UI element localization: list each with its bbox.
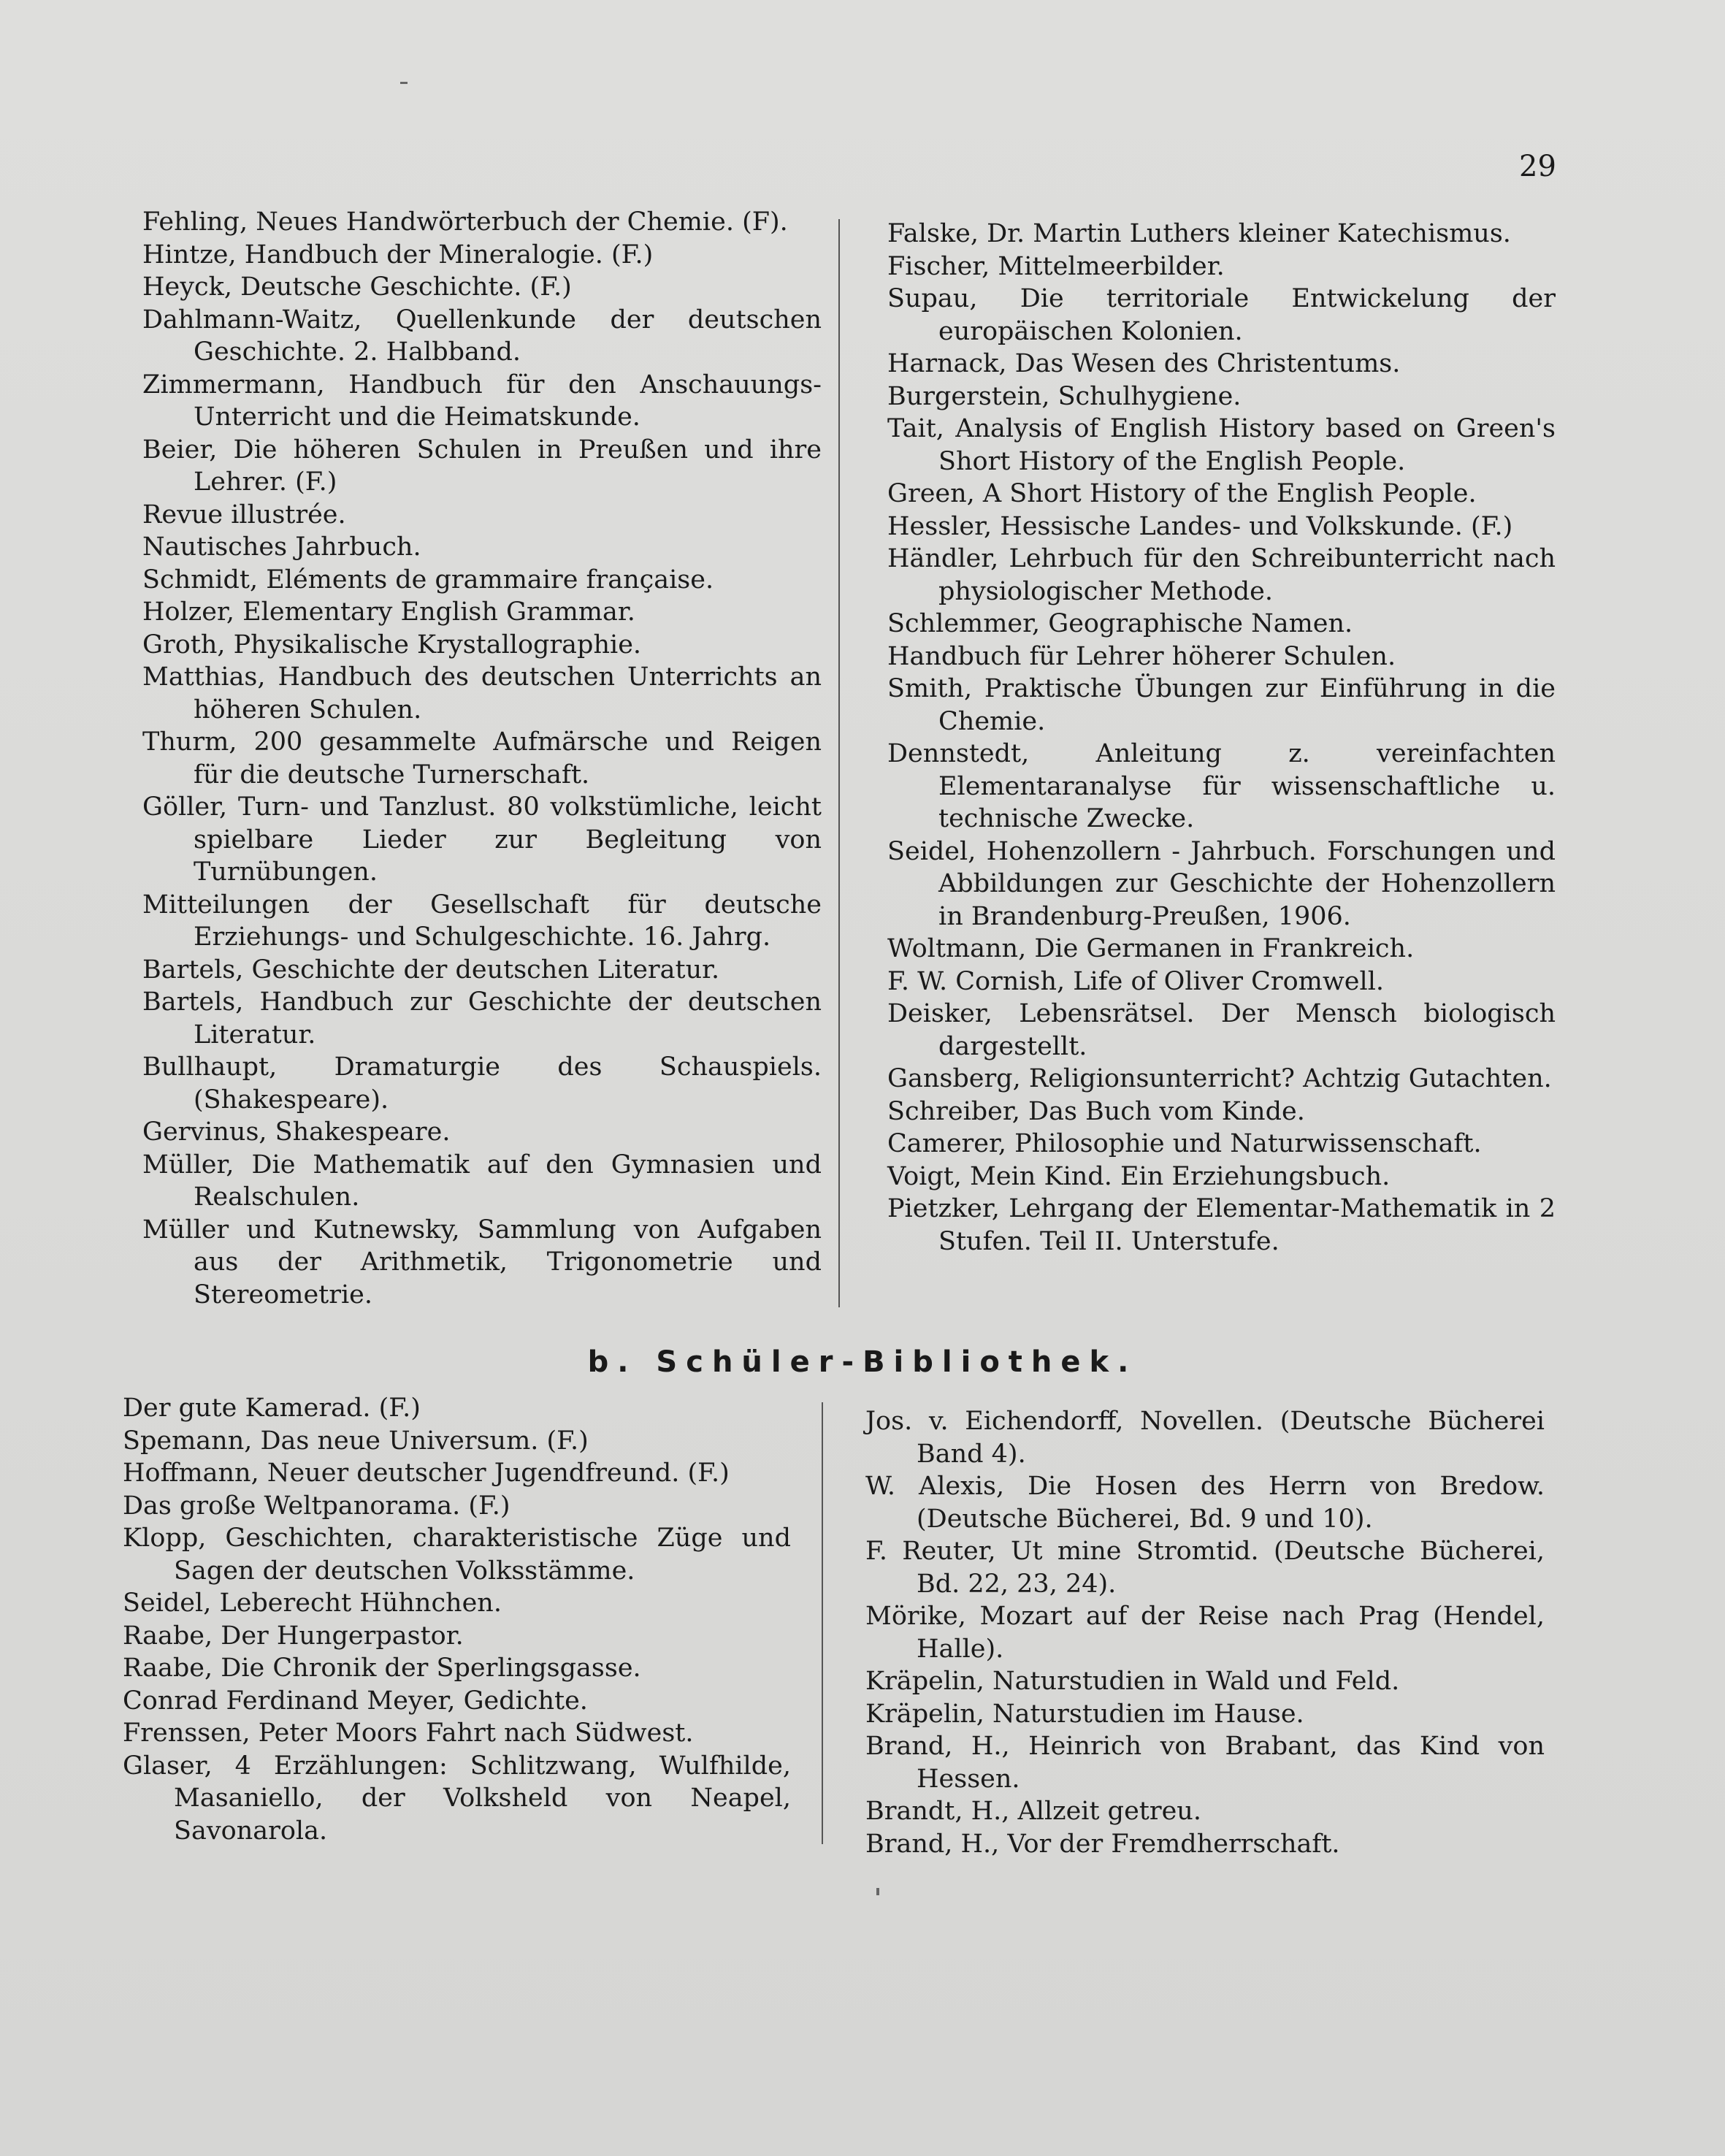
bibliography-entry: Hessler, Hessische Landes- und Volkskunde. (F.) (887, 511, 1513, 541)
bibliography-entry: Gervinus, Shakespeare. (142, 1117, 451, 1147)
bibliography-entry: Müller und Kutnewsky, Sammlung von Aufgaben aus der Arithmetik, Trigonometrie und Stereometrie. (142, 1215, 822, 1310)
bibliography-entry: Tait, Analysis of English History based on Green's Short History of the English People. (887, 414, 1556, 476)
bibliography-entry: Dahlmann-Waitz, Quellenkunde der deutschen Geschichte. 2. Halbband. (142, 305, 822, 367)
bibliography-entry: Kräpelin, Naturstudien im Hause. (865, 1699, 1304, 1729)
bibliography-entry: Jos. v. Eichendorff, Novellen. (Deutsche Bücherei Band 4). (865, 1407, 1545, 1469)
bibliography-entry: Handbuch für Lehrer höherer Schulen. (887, 641, 1396, 671)
bibliography-entry: Harnack, Das Wesen des Christentums. (887, 349, 1401, 378)
teacher-library-left-column (142, 206, 822, 1311)
bibliography-entry: Dennstedt, Anleitung z. vereinfachten Elementaranalyse für wissenschaftliche u. technische Zwecke. (887, 739, 1556, 833)
print-speck (400, 82, 408, 84)
bibliography-entry: Fischer, Mittelmeerbilder. (887, 251, 1225, 281)
bibliography-entry: Brand, H., Vor der Fremdherrschaft. (865, 1829, 1340, 1859)
bibliography-entry: Mitteilungen der Gesellschaft für deutsche Erziehungs- und Schulgeschichte. 16. Jahrg. (142, 890, 822, 952)
bibliography-entry: Matthias, Handbuch des deutschen Unterrichts an höheren Schulen. (142, 662, 822, 725)
bibliography-entry: Brand, H., Heinrich von Brabant, das Kind von Hessen. (865, 1732, 1545, 1794)
bibliography-entry: Bartels, Geschichte der deutschen Literatur. (142, 955, 720, 985)
print-speck (876, 1888, 879, 1895)
bibliography-entry: Fehling, Neues Handwörterbuch der Chemie. (F). (142, 207, 788, 237)
bibliography-entry: Seidel, Leberecht Hühnchen. (123, 1589, 502, 1618)
bibliography-entry: Camerer, Philosophie und Naturwissenschaft. (887, 1129, 1482, 1158)
bibliography-entry: Nautisches Jahrbuch. (142, 532, 421, 562)
bibliography-entry: Der gute Kamerad. (F.) (123, 1394, 421, 1423)
bibliography-entry: Voigt, Mein Kind. Ein Erziehungsbuch. (887, 1161, 1391, 1191)
bibliography-entry: Brandt, H., Allzeit getreu. (865, 1797, 1201, 1826)
bibliography-entry: Revue illustrée. (142, 500, 346, 530)
bibliography-entry: Das große Weltpanorama. (F.) (123, 1491, 510, 1521)
bibliography-entry: W. Alexis, Die Hosen des Herrn von Bredow. (Deutsche Bücherei, Bd. 9 und 10). (865, 1472, 1545, 1534)
bibliography-entry: F. W. Cornish, Life of Oliver Cromwell. (887, 966, 1385, 996)
bibliography-entry: Müller, Die Mathematik auf den Gymnasien und Realschulen. (142, 1150, 822, 1212)
bibliography-entry: Supau, Die territoriale Entwickelung der europäischen Kolonien. (887, 284, 1556, 346)
bibliography-entry: Holzer, Elementary English Grammar. (142, 597, 635, 627)
bibliography-entry: Conrad Ferdinand Meyer, Gedichte. (123, 1686, 588, 1716)
bibliography-entry: Bullhaupt, Dramaturgie des Schauspiels. (Shakespeare). (142, 1052, 822, 1115)
bibliography-entry: Deisker, Lebensrätsel. Der Mensch biologisch dargestellt. (887, 999, 1556, 1061)
bibliography-entry: Pietzker, Lehrgang der Elementar-Mathematik in 2 Stufen. Teil II. Unterstufe. (887, 1194, 1556, 1256)
bibliography-entry: Woltmann, Die Germanen in Frankreich. (887, 934, 1415, 963)
bibliography-entry: Schreiber, Das Buch vom Kinde. (887, 1096, 1305, 1126)
student-library-right-column (865, 1405, 1545, 1860)
page-number: 29 (1519, 150, 1556, 183)
bibliography-entry: Raabe, Der Hungerpastor. (123, 1621, 464, 1651)
bibliography-entry: Zimmermann, Handbuch für den Anschauungs-Unterricht und die Heimatskunde. (142, 370, 822, 432)
bibliography-entry: Klopp, Geschichten, charakteristische Züge und Sagen der deutschen Volksstämme. (123, 1524, 791, 1586)
bibliography-entry: Green, A Short History of the English People. (887, 479, 1477, 508)
bibliography-entry: Glaser, 4 Erzählungen: Schlitzwang, Wulfhilde, Masaniello, der Volksheld von Neapel, Savonarola. (123, 1751, 791, 1846)
bibliography-entry: F. Reuter, Ut mine Stromtid. (Deutsche Bücherei, Bd. 22, 23, 24). (865, 1537, 1545, 1599)
bibliography-entry: Händler, Lehrbuch für den Schreibunterricht nach physiologischer Methode. (887, 544, 1556, 606)
bibliography-entry: Falske, Dr. Martin Luthers kleiner Katechismus. (887, 219, 1511, 248)
column-divider-top (838, 219, 840, 1307)
bibliography-entry: Thurm, 200 gesammelte Aufmärsche und Reigen für die deutsche Turnerschaft. (142, 727, 822, 790)
bibliography-entry: Gansberg, Religionsunterricht? Achtzig Gutachten. (887, 1064, 1552, 1093)
bibliography-entry: Burgerstein, Schulhygiene. (887, 381, 1242, 411)
column-divider-bottom (822, 1402, 823, 1844)
bibliography-entry: Schlemmer, Geographische Namen. (887, 609, 1353, 638)
bibliography-entry: Bartels, Handbuch zur Geschichte der deutschen Literatur. (142, 987, 822, 1050)
bibliography-entry: Seidel, Hohenzollern - Jahrbuch. Forschungen und Abbildungen zur Geschichte der Hohenzollern in Brandenburg-Preußen, 1906. (887, 836, 1556, 931)
bibliography-entry: Mörike, Mozart auf der Reise nach Prag (Hendel, Halle). (865, 1602, 1545, 1664)
teacher-library-right-column (887, 218, 1556, 1258)
section-heading: b. Schüler-Bibliothek. (587, 1345, 1138, 1379)
bibliography-entry: Schmidt, Eléments de grammaire française. (142, 565, 714, 595)
bibliography-entry: Hoffmann, Neuer deutscher Jugendfreund. (F.) (123, 1459, 730, 1488)
bibliography-entry: Groth, Physikalische Krystallographie. (142, 630, 642, 660)
bibliography-entry: Beier, Die höheren Schulen in Preußen und ihre Lehrer. (F.) (142, 435, 822, 497)
bibliography-entry: Heyck, Deutsche Geschichte. (F.) (142, 272, 572, 302)
bibliography-entry: Kräpelin, Naturstudien in Wald und Feld. (865, 1667, 1400, 1696)
bibliography-entry: Raabe, Die Chronik der Sperlingsgasse. (123, 1654, 641, 1683)
bibliography-entry: Hintze, Handbuch der Mineralogie. (F.) (142, 240, 654, 270)
bibliography-entry: Spemann, Das neue Universum. (F.) (123, 1426, 589, 1456)
bibliography-entry: Frenssen, Peter Moors Fahrt nach Südwest. (123, 1719, 694, 1748)
bibliography-entry: Smith, Praktische Übungen zur Einführung in die Chemie. (887, 674, 1556, 736)
bibliography-entry: Göller, Turn- und Tanzlust. 80 volkstümliche, leicht spielbare Lieder zur Begleitung von Turnübungen. (142, 792, 822, 887)
student-library-left-column (123, 1392, 791, 1847)
